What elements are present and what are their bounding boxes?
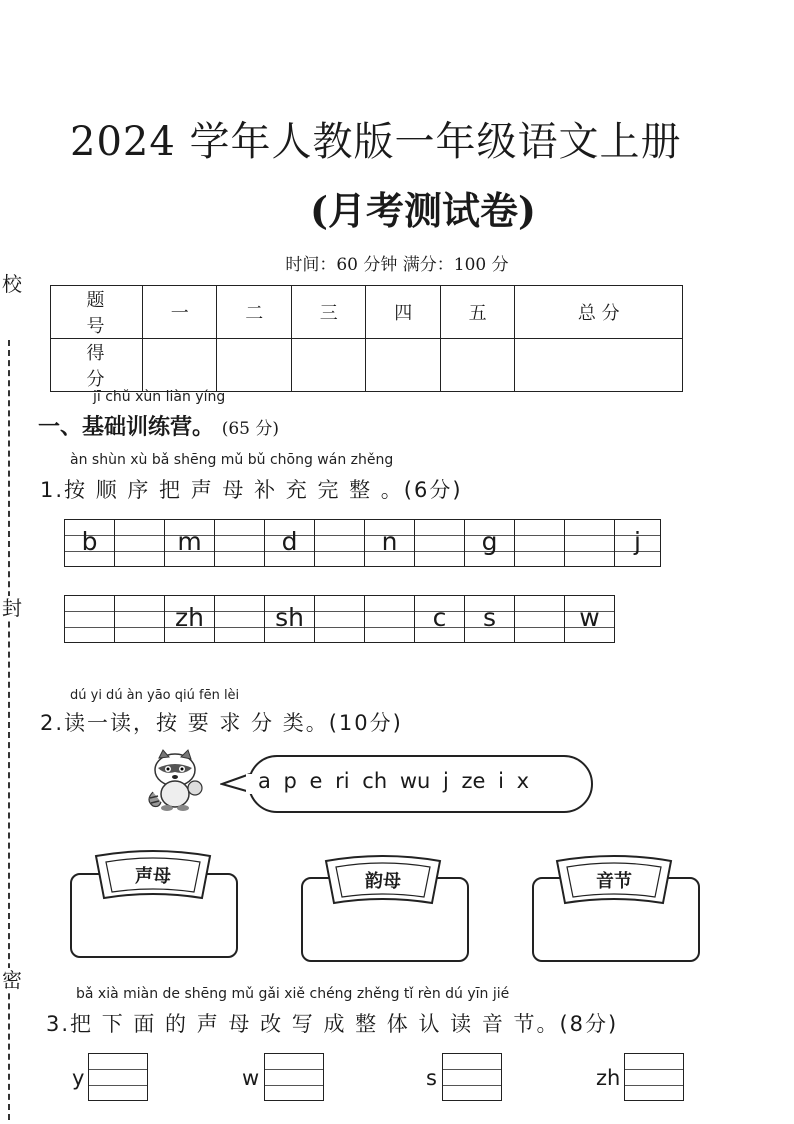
section1-number: 一、: [38, 415, 83, 440]
q3-item-label: w: [242, 1066, 260, 1090]
q3-item-label: s: [426, 1066, 437, 1090]
score-cell-1[interactable]: [143, 339, 217, 392]
q3-item-label: zh: [596, 1066, 621, 1090]
grid-cell[interactable]: [165, 519, 215, 567]
section1-title: 基础训练营。: [82, 415, 215, 440]
grid-cell[interactable]: [115, 595, 165, 643]
score-cell-total[interactable]: [515, 339, 683, 392]
score-table: [50, 285, 683, 392]
q3-answer-grid[interactable]: [264, 1053, 324, 1101]
cell-letter: c: [432, 603, 447, 632]
grid-cell[interactable]: [265, 595, 315, 643]
cell-letter: w: [579, 603, 600, 632]
category-label-initials: 声母: [135, 866, 171, 887]
grid-cell[interactable]: [565, 519, 615, 567]
grid-cell[interactable]: [415, 519, 465, 567]
grid-cell[interactable]: [465, 519, 515, 567]
cell-letter: zh: [175, 603, 204, 632]
grid-cell[interactable]: [65, 519, 115, 567]
score-cell-5[interactable]: [440, 339, 514, 392]
cell-letter: j: [634, 527, 641, 556]
margin-char-seal: 封: [2, 596, 22, 620]
grid-cell[interactable]: [515, 595, 565, 643]
grid-cell[interactable]: [365, 519, 415, 567]
column-2: 二: [217, 286, 291, 339]
grid-cell[interactable]: [215, 595, 265, 643]
row-label-score: 得 分: [51, 339, 143, 392]
q1-pinyin: àn shùn xù bǎ shēng mǔ bǔ chōng wán zhěng: [70, 452, 394, 468]
category-label-syllables: 音节: [596, 871, 632, 892]
q2-text: 2.读一读，按 要 求 分 类。(10分): [40, 711, 403, 735]
cell-letter: sh: [275, 603, 304, 632]
q1-grid-row1: [64, 519, 661, 567]
q2-pinyin: dú yi dú àn yāo qiú fēn lèi: [70, 688, 240, 703]
q3-answer-grid[interactable]: [88, 1053, 148, 1101]
category-label-finals: 韵母: [365, 871, 401, 892]
q1-text: 1.按 顺 序 把 声 母 补 充 完 整 。(6分): [40, 478, 463, 502]
section1-pinyin: jī chǔ xùn liàn yíng: [93, 389, 226, 405]
grid-cell[interactable]: [415, 595, 465, 643]
grid-cell[interactable]: [165, 595, 215, 643]
section1-points: (65 分): [221, 419, 280, 439]
grid-cell[interactable]: [615, 519, 661, 567]
margin-char-secret: 密: [2, 968, 22, 992]
score-cell-2[interactable]: [217, 339, 291, 392]
row-label-question-number: 题 号: [51, 286, 143, 339]
grid-cell[interactable]: [265, 519, 315, 567]
column-total: 总 分: [515, 286, 683, 339]
grid-cell[interactable]: [565, 595, 615, 643]
grid-cell[interactable]: [215, 519, 265, 567]
bubble-tail-cover: [246, 774, 252, 794]
cell-letter: n: [381, 527, 398, 556]
score-cell-3[interactable]: [291, 339, 365, 392]
binding-dashed-line: [8, 340, 10, 1120]
grid-cell[interactable]: [65, 595, 115, 643]
q3-text: 3.把 下 面 的 声 母 改 写 成 整 体 认 读 音 节。(8分): [46, 1012, 619, 1036]
score-table-header-row: [51, 286, 683, 339]
cell-letter: d: [281, 527, 298, 556]
grid-cell[interactable]: [315, 595, 365, 643]
q3-answer-grid[interactable]: [442, 1053, 502, 1101]
cell-letter: b: [81, 527, 98, 556]
cell-letter: g: [481, 527, 498, 556]
column-3: 三: [291, 286, 365, 339]
column-5: 五: [440, 286, 514, 339]
column-4: 四: [366, 286, 440, 339]
grid-cell[interactable]: [115, 519, 165, 567]
exam-time-info: 时间：60 分钟 满分：100 分: [285, 255, 509, 275]
cell-letter: m: [177, 527, 202, 556]
q3-pinyin: bǎ xià miàn de shēng mǔ gǎi xiě chéng zhěng tǐ rèn dú yīn jié: [76, 986, 510, 1002]
q1-grid-row2: [64, 595, 615, 643]
q3-item-label: y: [72, 1066, 85, 1090]
page-title: 2024 学年人教版一年级语文上册: [70, 119, 682, 165]
score-cell-4[interactable]: [366, 339, 440, 392]
grid-cell[interactable]: [465, 595, 515, 643]
column-1: 一: [143, 286, 217, 339]
raccoon-mascot-icon: [145, 748, 215, 812]
cell-letter: s: [482, 603, 497, 632]
grid-cell[interactable]: [365, 595, 415, 643]
score-table-score-row: [51, 339, 683, 392]
grid-cell[interactable]: [515, 519, 565, 567]
margin-char-school: 校: [2, 272, 22, 296]
grid-cell[interactable]: [315, 519, 365, 567]
speech-bubble-text: a p e ri ch wu j ze i x: [258, 769, 530, 793]
q3-answer-grid[interactable]: [624, 1053, 684, 1101]
page-subtitle: (月考测试卷): [310, 188, 536, 233]
section1-heading: [38, 410, 279, 441]
